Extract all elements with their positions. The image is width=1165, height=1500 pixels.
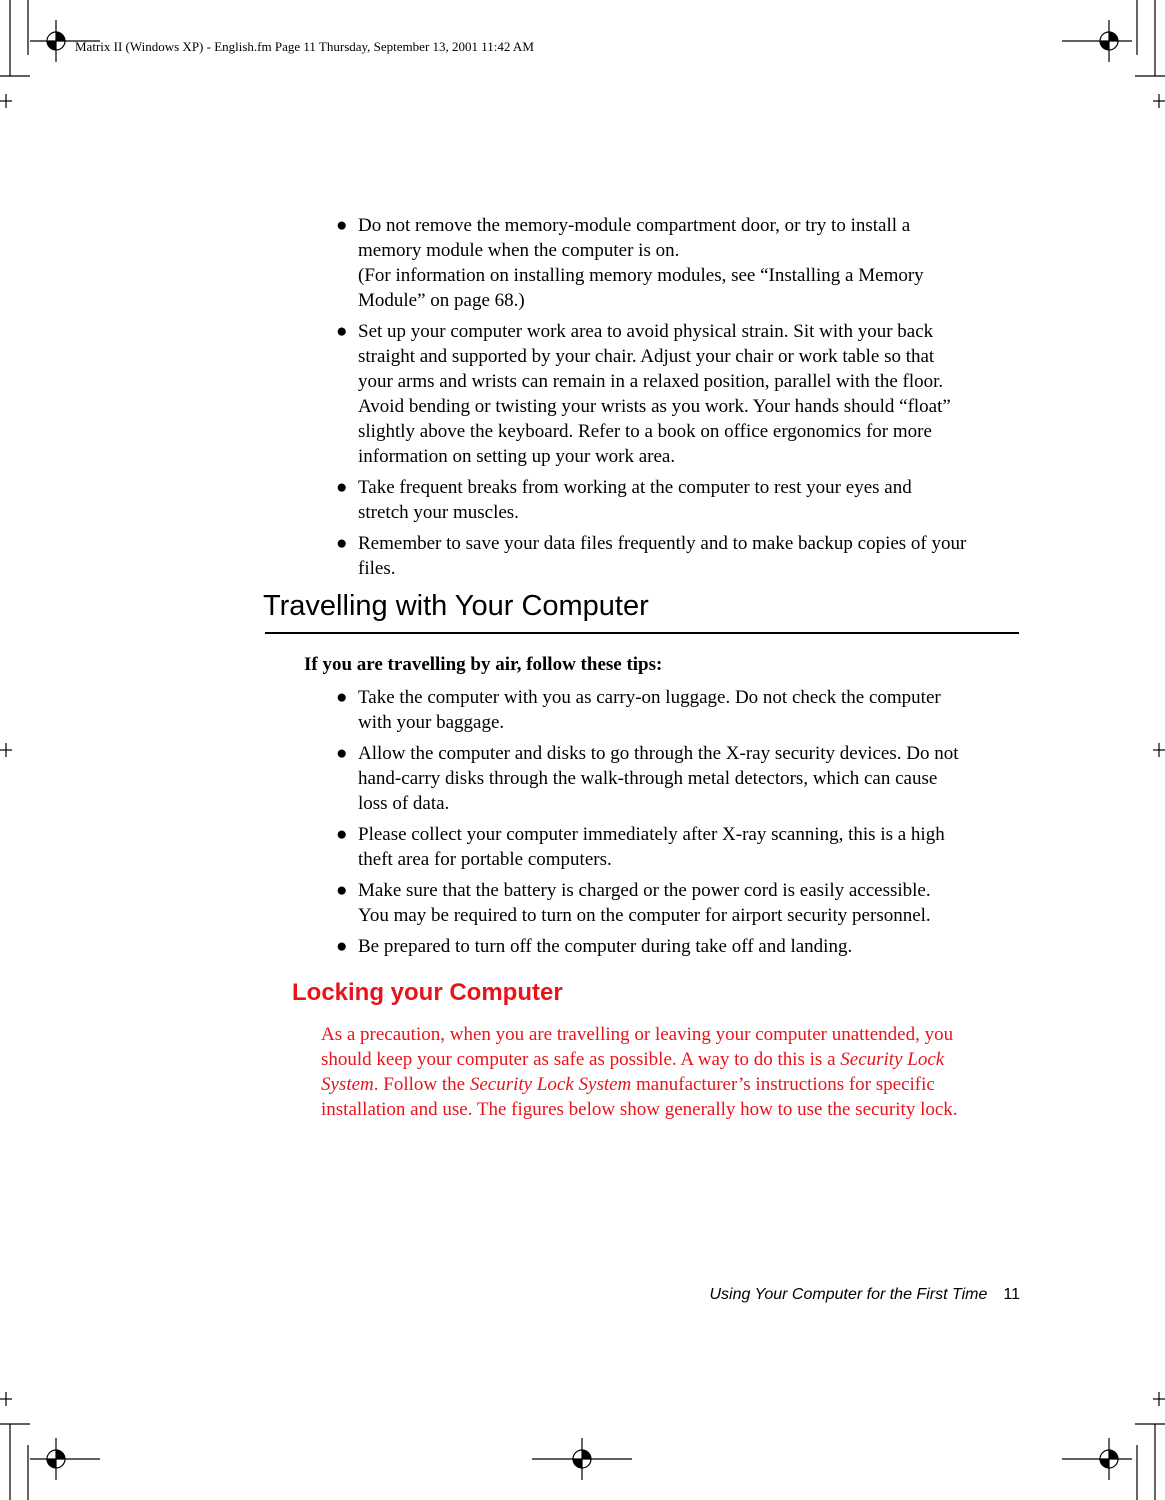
precaution-bullet-line: stretch your muscles. — [358, 502, 519, 523]
precaution-bullet-item — [0, 531, 1020, 581]
precaution-bullet-item — [0, 475, 1020, 525]
footer-title: Using Your Computer for the First Time — [709, 1286, 988, 1303]
subheading-locking: Locking your Computer — [292, 979, 563, 1006]
travel-tips-list — [0, 685, 1165, 965]
travel-tip-bullet-line: Please collect your computer immediately after X-ray scanning, this is a high — [358, 824, 945, 845]
precaution-bullet-line: your arms and wrists can remain in a relaxed position, parallel with the floor. — [358, 371, 944, 392]
page-number: 11 — [1003, 1286, 1020, 1303]
travel-tip-bullet-line: with your baggage. — [358, 712, 505, 733]
bullet-icon: ● — [336, 321, 348, 342]
precaution-bullet-line: memory module when the computer is on. — [358, 240, 680, 261]
locking-line-3 — [321, 1072, 1021, 1097]
travel-tip-bullet-item — [0, 878, 1020, 928]
travel-tip-bullet-line: Make sure that the battery is charged or the power cord is easily accessible. — [358, 880, 931, 901]
bullet-icon: ● — [336, 215, 348, 236]
precaution-bullet-line: information on setting up your work area. — [358, 446, 676, 467]
precaution-bullet-line: files. — [358, 558, 396, 579]
section-heading-travelling: Travelling with Your Computer — [263, 590, 649, 622]
bullet-icon: ● — [336, 687, 348, 708]
bullet-icon: ● — [336, 824, 348, 845]
travel-tip-bullet-line: Allow the computer and disks to go through the X-ray security devices. Do not — [358, 743, 959, 764]
bullet-icon: ● — [336, 880, 348, 901]
locking-line-4: installation and use. The figures below show generally how to use the security lock. — [321, 1099, 958, 1120]
locking-text: should keep your computer as safe as possible. A way to do this is a — [321, 1049, 841, 1070]
travel-tip-bullet-line: loss of data. — [358, 793, 450, 814]
heading-rule — [265, 632, 1019, 634]
page-footer — [710, 1286, 1021, 1304]
precaution-bullet-line: slightly above the keyboard. Refer to a book on office ergonomics for more — [358, 421, 932, 442]
locking-line-2 — [321, 1047, 1021, 1072]
bullet-icon: ● — [336, 533, 348, 554]
travel-tip-bullet-item — [0, 822, 1020, 872]
travel-tip-bullet-line: You may be required to turn on the computer for airport security personnel. — [358, 905, 931, 926]
precaution-bullet-line: (For information on installing memory modules, see “Installing a Memory — [358, 265, 924, 286]
locking-text: manufacturer’s instructions for specific — [631, 1074, 935, 1095]
bullet-icon: ● — [336, 743, 348, 764]
precaution-bullet-line: Remember to save your data files frequently and to make backup copies of your — [358, 533, 967, 554]
file-slug-header: Matrix II (Windows XP) - English.fm Page 11 Thursday, September 13, 2001 11:42 AM — [75, 39, 534, 54]
security-lock-term: Security Lock — [840, 1049, 945, 1070]
air-travel-lead: If you are travelling by air, follow these tips: — [304, 654, 663, 675]
precaution-bullet-item — [0, 213, 1020, 313]
precaution-bullet-line: Set up your computer work area to avoid physical strain. Sit with your back — [358, 321, 934, 342]
security-lock-system-term: Security Lock System — [469, 1074, 632, 1095]
travel-tip-bullet-item — [0, 741, 1020, 816]
travel-tip-bullet-line: theft area for portable computers. — [358, 849, 612, 870]
system-term: System — [321, 1074, 374, 1095]
travel-tip-bullet-item — [0, 934, 1020, 959]
precaution-bullet-line: straight and supported by your chair. Adjust your chair or work table so that — [358, 346, 935, 367]
precaution-bullet-line: Module” on page 68.) — [358, 290, 525, 311]
travel-tip-bullet-line: Be prepared to turn off the computer during take off and landing. — [358, 936, 853, 957]
precaution-bullet-line: Avoid bending or twisting your wrists as you work. Your hands should “float” — [358, 396, 951, 417]
travel-tip-bullet-line: hand-carry disks through the walk-through metal detectors, which can cause — [358, 768, 938, 789]
bullet-icon: ● — [336, 936, 348, 957]
travel-tip-bullet-item — [0, 685, 1020, 735]
locking-line-1: As a precaution, when you are travelling or leaving your computer unattended, you — [321, 1024, 954, 1045]
precaution-bullet-line: Do not remove the memory-module compartment door, or try to install a — [358, 215, 911, 236]
travel-tip-bullet-line: Take the computer with you as carry-on luggage. Do not check the computer — [358, 687, 941, 708]
locking-text: . Follow the — [373, 1074, 470, 1095]
bullet-icon: ● — [336, 477, 348, 498]
precautions-list — [0, 213, 1165, 587]
precaution-bullet-line: Take frequent breaks from working at the computer to rest your eyes and — [358, 477, 912, 498]
precaution-bullet-item — [0, 319, 1020, 469]
locking-paragraph — [321, 1022, 1021, 1122]
